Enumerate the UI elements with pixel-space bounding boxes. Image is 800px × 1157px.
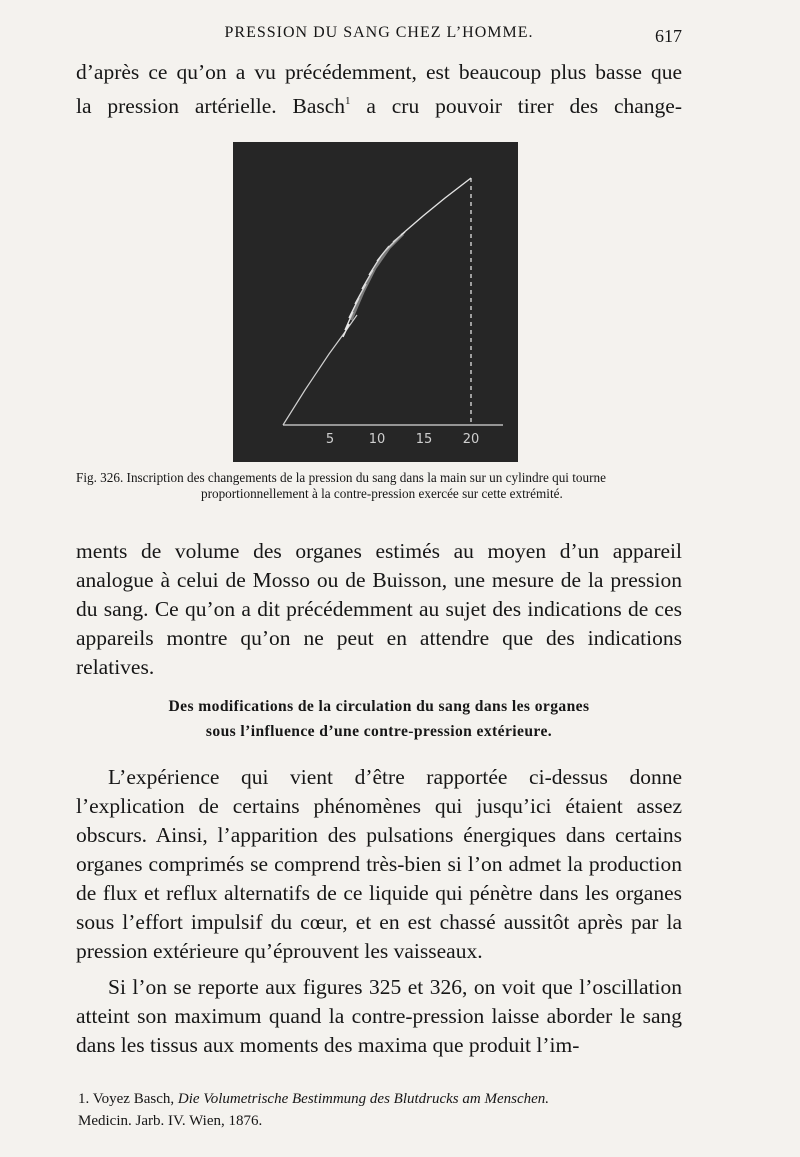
section-heading-line-2: sous l’influence d’une contre-pression extérieure. — [205, 723, 553, 740]
running-title: PRESSION DU SANG CHEZ L’HOMME. — [224, 24, 534, 41]
footnote — [78, 1088, 698, 1132]
paragraph-3: Si l’on se reporte aux figures 325 et 326, on voit que l’oscillation atteint son maximum quand la contre-pression laisse aborder le sang dans les tissus aux moments des maxima que produit l’im- — [76, 975, 682, 1057]
footnote-title: Die Volumetrische Bestimmung des Blutdrucks am Menschen. — [177, 1091, 550, 1107]
section-heading — [76, 694, 682, 744]
caption-line-1: Fig. 326. Inscription des changements de la pression du sang dans la main sur un cylindre qui tourne — [76, 470, 606, 485]
footnote-line-2: Medicin. Jarb. IV. Wien, 1876. — [78, 1113, 263, 1129]
intro-line-2 — [76, 87, 682, 121]
trace-upper — [401, 178, 471, 235]
intro-line-2-end: a cru pouvoir tirer des change- — [350, 94, 682, 118]
page-number: 617 — [655, 26, 682, 46]
section-heading-line-1: Des modifications de la circulation du sang dans les organes — [168, 698, 590, 715]
intro-line-2-text: la pression artérielle. Basch — [76, 94, 346, 118]
trace-oscillation-band — [351, 234, 403, 320]
paragraph-1: ments de volume des organes estimés au moyen d’un appareil analogue à celui de Mosso ou de Buisson, une mesure de la pression du sang. Ce qu’on a dit précédemment au sujet des indications de ces appareils montre qu’on ne peut en attendre que des indications relatives. — [76, 539, 682, 679]
tick-label: 20 — [462, 432, 480, 447]
pressure-tracing — [233, 142, 518, 462]
caption-line-2: proportionnellement à la contre-pression exercée sur cette extrémité. — [201, 486, 563, 501]
footnote-reference: 1 — [345, 95, 351, 107]
tick-label: 10 — [368, 432, 386, 447]
tick-label: 15 — [415, 432, 433, 447]
page-header — [76, 24, 682, 48]
figure-326 — [233, 142, 518, 462]
intro-line-1: d’après ce qu’on a vu précédemment, est beaucoup plus basse que — [76, 60, 682, 84]
paragraph-2: L’expérience qui vient d’être rapportée ci-dessus donne l’explication de certains phénomènes qui jusqu’ici étaient assez obscurs. Ainsi, l’apparition des pulsations énergiques dans certains organes comprimés se comprend très-bien si l’on admet la production de flux et reflux alternatifs de ce liquide qui pénètre dans les organes sous l’effort impulsif du cœur, et en est chassé aussitôt après par la pression extérieure qu’éprouvent les vaisseaux. — [76, 765, 682, 963]
tick-label: 5 — [325, 432, 335, 447]
figure-caption — [76, 470, 696, 502]
footnote-prefix: 1. Voyez Basch, — [78, 1091, 178, 1107]
